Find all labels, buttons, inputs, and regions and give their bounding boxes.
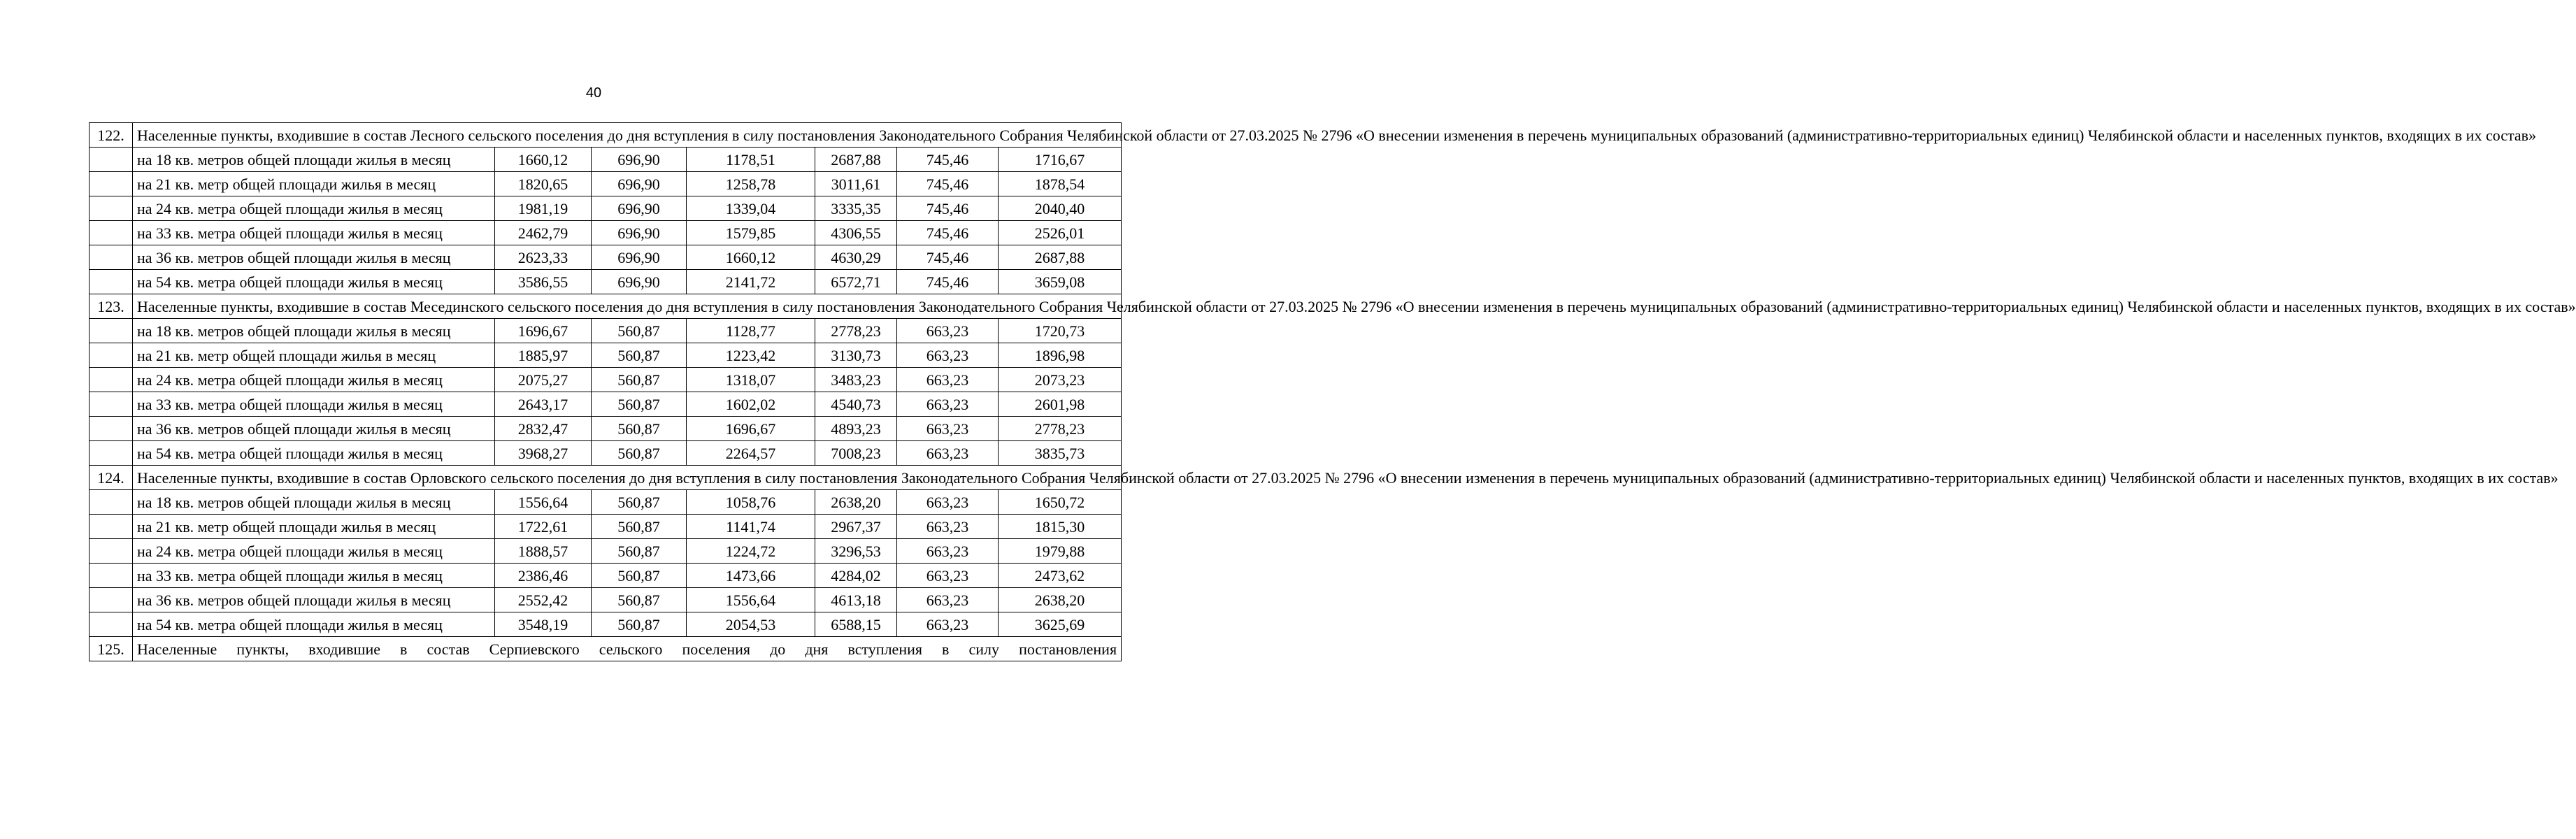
value-cell: 1473,66 — [687, 564, 815, 588]
value-cell: 4284,02 — [815, 564, 897, 588]
row-label: на 18 кв. метров общей площади жилья в месяц — [133, 490, 495, 515]
value-cell: 663,23 — [897, 343, 999, 368]
value-cell: 3548,19 — [495, 612, 592, 637]
value-cell: 3625,69 — [999, 612, 1122, 637]
value-cell: 1878,54 — [999, 172, 1122, 196]
table-row — [90, 612, 1122, 637]
row-label: на 24 кв. метра общей площади жилья в месяц — [133, 196, 495, 221]
section-number: 123. — [90, 294, 133, 319]
value-cell: 560,87 — [592, 441, 687, 466]
value-cell: 1058,76 — [687, 490, 815, 515]
value-cell: 1979,88 — [999, 539, 1122, 564]
row-label: на 54 кв. метра общей площади жилья в месяц — [133, 270, 495, 294]
row-number-cell — [90, 441, 133, 466]
section-title: Населенные пункты, входившие в состав Серпиевского сельского поселения до дня вступления в силу постановления — [133, 637, 1122, 661]
value-cell: 1141,74 — [687, 515, 815, 539]
value-cell: 3835,73 — [999, 441, 1122, 466]
value-cell: 663,23 — [897, 612, 999, 637]
table-row — [90, 490, 1122, 515]
table-row — [90, 417, 1122, 441]
row-number-cell — [90, 148, 133, 172]
value-cell: 2623,33 — [495, 245, 592, 270]
value-cell: 663,23 — [897, 588, 999, 612]
row-label: на 18 кв. метров общей площади жилья в месяц — [133, 319, 495, 343]
row-number-cell — [90, 588, 133, 612]
row-label: на 36 кв. метров общей площади жилья в месяц — [133, 588, 495, 612]
table-row — [90, 148, 1122, 172]
value-cell: 2054,53 — [687, 612, 815, 637]
value-cell: 2643,17 — [495, 392, 592, 417]
value-cell: 663,23 — [897, 515, 999, 539]
value-cell: 663,23 — [897, 441, 999, 466]
value-cell: 6588,15 — [815, 612, 897, 637]
value-cell: 3659,08 — [999, 270, 1122, 294]
value-cell: 4306,55 — [815, 221, 897, 245]
row-label: на 36 кв. метров общей площади жилья в месяц — [133, 417, 495, 441]
value-cell: 1815,30 — [999, 515, 1122, 539]
value-cell: 560,87 — [592, 417, 687, 441]
section-number: 124. — [90, 466, 133, 490]
row-number-cell — [90, 539, 133, 564]
value-cell: 3586,55 — [495, 270, 592, 294]
section-number: 122. — [90, 123, 133, 148]
table-body — [90, 123, 2576, 661]
value-cell: 1716,67 — [999, 148, 1122, 172]
table-row — [90, 245, 1122, 270]
row-number-cell — [90, 172, 133, 196]
value-cell: 2526,01 — [999, 221, 1122, 245]
value-cell: 3011,61 — [815, 172, 897, 196]
value-cell: 3130,73 — [815, 343, 897, 368]
value-cell: 560,87 — [592, 515, 687, 539]
value-cell: 696,90 — [592, 245, 687, 270]
row-label: на 21 кв. метр общей площади жилья в месяц — [133, 343, 495, 368]
value-cell: 2778,23 — [815, 319, 897, 343]
value-cell: 1556,64 — [495, 490, 592, 515]
value-cell: 1660,12 — [495, 148, 592, 172]
value-cell: 1258,78 — [687, 172, 815, 196]
value-cell: 2386,46 — [495, 564, 592, 588]
row-label: на 54 кв. метра общей площади жилья в месяц — [133, 441, 495, 466]
value-cell: 7008,23 — [815, 441, 897, 466]
value-cell: 696,90 — [592, 196, 687, 221]
value-cell: 2638,20 — [815, 490, 897, 515]
section-title: Населенные пункты, входившие в состав Месединского сельского поселения до дня вступления в силу постановления Законодательного Собрания Челябинской области от 27.03.2025 № 2796 «О внесении изменения в перечень муниципальных образований (административно-территориальных единиц) Челябинской области и населенных пунктов, входящих в их состав» — [133, 294, 1122, 319]
value-cell: 1981,19 — [495, 196, 592, 221]
value-cell: 2552,42 — [495, 588, 592, 612]
value-cell: 745,46 — [897, 172, 999, 196]
value-cell: 6572,71 — [815, 270, 897, 294]
value-cell: 745,46 — [897, 270, 999, 294]
row-label: на 24 кв. метра общей площади жилья в месяц — [133, 368, 495, 392]
tariff-table — [89, 122, 2576, 661]
row-number-cell — [90, 392, 133, 417]
value-cell: 1885,97 — [495, 343, 592, 368]
value-cell: 1660,12 — [687, 245, 815, 270]
value-cell: 4613,18 — [815, 588, 897, 612]
value-cell: 2832,47 — [495, 417, 592, 441]
value-cell: 2141,72 — [687, 270, 815, 294]
table-row — [90, 221, 1122, 245]
value-cell: 2687,88 — [815, 148, 897, 172]
table-row — [90, 368, 1122, 392]
value-cell: 2040,40 — [999, 196, 1122, 221]
value-cell: 560,87 — [592, 539, 687, 564]
value-cell: 2778,23 — [999, 417, 1122, 441]
value-cell: 663,23 — [897, 490, 999, 515]
value-cell: 560,87 — [592, 343, 687, 368]
value-cell: 1556,64 — [687, 588, 815, 612]
section-title: Населенные пункты, входившие в состав Лесного сельского поселения до дня вступления в силу постановления Законодательного Собрания Челябинской области от 27.03.2025 № 2796 «О внесении изменения в перечень муниципальных образований (административно-территориальных единиц) Челябинской области и населенных пунктов, входящих в их состав» — [133, 123, 1122, 148]
row-number-cell — [90, 490, 133, 515]
value-cell: 696,90 — [592, 270, 687, 294]
value-cell: 1888,57 — [495, 539, 592, 564]
value-cell: 1178,51 — [687, 148, 815, 172]
value-cell: 1128,77 — [687, 319, 815, 343]
value-cell: 560,87 — [592, 392, 687, 417]
value-cell: 3483,23 — [815, 368, 897, 392]
row-label: на 54 кв. метра общей площади жилья в месяц — [133, 612, 495, 637]
value-cell: 663,23 — [897, 417, 999, 441]
value-cell: 3335,35 — [815, 196, 897, 221]
row-label: на 36 кв. метров общей площади жилья в месяц — [133, 245, 495, 270]
row-number-cell — [90, 368, 133, 392]
table-row — [90, 392, 1122, 417]
page-number: 40 — [585, 85, 602, 101]
table-row — [90, 343, 1122, 368]
value-cell: 663,23 — [897, 392, 999, 417]
value-cell: 560,87 — [592, 319, 687, 343]
value-cell: 4630,29 — [815, 245, 897, 270]
table-row — [90, 172, 1122, 196]
section-header-row — [90, 294, 1122, 319]
value-cell: 1896,98 — [999, 343, 1122, 368]
value-cell: 1579,85 — [687, 221, 815, 245]
value-cell: 560,87 — [592, 612, 687, 637]
value-cell: 745,46 — [897, 196, 999, 221]
value-cell: 1650,72 — [999, 490, 1122, 515]
value-cell: 1602,02 — [687, 392, 815, 417]
value-cell: 2073,23 — [999, 368, 1122, 392]
value-cell: 745,46 — [897, 148, 999, 172]
value-cell: 696,90 — [592, 221, 687, 245]
row-number-cell — [90, 564, 133, 588]
table-row — [90, 196, 1122, 221]
value-cell: 1696,67 — [495, 319, 592, 343]
table-row — [90, 539, 1122, 564]
row-label: на 18 кв. метров общей площади жилья в месяц — [133, 148, 495, 172]
row-label: на 33 кв. метра общей площади жилья в месяц — [133, 392, 495, 417]
row-number-cell — [90, 319, 133, 343]
row-number-cell — [90, 196, 133, 221]
row-label: на 24 кв. метра общей площади жилья в месяц — [133, 539, 495, 564]
value-cell: 3968,27 — [495, 441, 592, 466]
section-header-row — [90, 637, 1122, 661]
row-number-cell — [90, 417, 133, 441]
section-number: 125. — [90, 637, 133, 661]
value-cell: 2075,27 — [495, 368, 592, 392]
value-cell: 696,90 — [592, 148, 687, 172]
value-cell: 1720,73 — [999, 319, 1122, 343]
value-cell: 1722,61 — [495, 515, 592, 539]
row-label: на 33 кв. метра общей площади жилья в месяц — [133, 221, 495, 245]
value-cell: 1223,42 — [687, 343, 815, 368]
section-title: Населенные пункты, входившие в состав Орловского сельского поселения до дня вступления в силу постановления Законодательного Собрания Челябинской области от 27.03.2025 № 2796 «О внесении изменения в перечень муниципальных образований (административно-территориальных единиц) Челябинской области и населенных пунктов, входящих в их состав» — [133, 466, 1122, 490]
value-cell: 2473,62 — [999, 564, 1122, 588]
table-row — [90, 270, 1122, 294]
table-row — [90, 441, 1122, 466]
value-cell: 1820,65 — [495, 172, 592, 196]
value-cell: 696,90 — [592, 172, 687, 196]
table-row — [90, 515, 1122, 539]
value-cell: 560,87 — [592, 564, 687, 588]
value-cell: 1339,04 — [687, 196, 815, 221]
table-row — [90, 564, 1122, 588]
value-cell: 3296,53 — [815, 539, 897, 564]
value-cell: 745,46 — [897, 245, 999, 270]
value-cell: 1224,72 — [687, 539, 815, 564]
value-cell: 663,23 — [897, 539, 999, 564]
value-cell: 745,46 — [897, 221, 999, 245]
value-cell: 4893,23 — [815, 417, 897, 441]
section-header-row — [90, 123, 1122, 148]
value-cell: 4540,73 — [815, 392, 897, 417]
value-cell: 560,87 — [592, 588, 687, 612]
value-cell: 560,87 — [592, 490, 687, 515]
value-cell: 560,87 — [592, 368, 687, 392]
row-label: на 33 кв. метра общей площади жилья в месяц — [133, 564, 495, 588]
section-header-row — [90, 466, 1122, 490]
row-label: на 21 кв. метр общей площади жилья в месяц — [133, 172, 495, 196]
row-number-cell — [90, 343, 133, 368]
value-cell: 2638,20 — [999, 588, 1122, 612]
value-cell: 663,23 — [897, 319, 999, 343]
value-cell: 663,23 — [897, 564, 999, 588]
row-label: на 21 кв. метр общей площади жилья в месяц — [133, 515, 495, 539]
row-number-cell — [90, 221, 133, 245]
value-cell: 2462,79 — [495, 221, 592, 245]
row-number-cell — [90, 245, 133, 270]
value-cell: 2601,98 — [999, 392, 1122, 417]
table-row — [90, 319, 1122, 343]
table-row — [90, 588, 1122, 612]
value-cell: 2967,37 — [815, 515, 897, 539]
row-number-cell — [90, 612, 133, 637]
row-number-cell — [90, 270, 133, 294]
value-cell: 2264,57 — [687, 441, 815, 466]
row-number-cell — [90, 515, 133, 539]
value-cell: 1318,07 — [687, 368, 815, 392]
value-cell: 2687,88 — [999, 245, 1122, 270]
value-cell: 663,23 — [897, 368, 999, 392]
value-cell: 1696,67 — [687, 417, 815, 441]
